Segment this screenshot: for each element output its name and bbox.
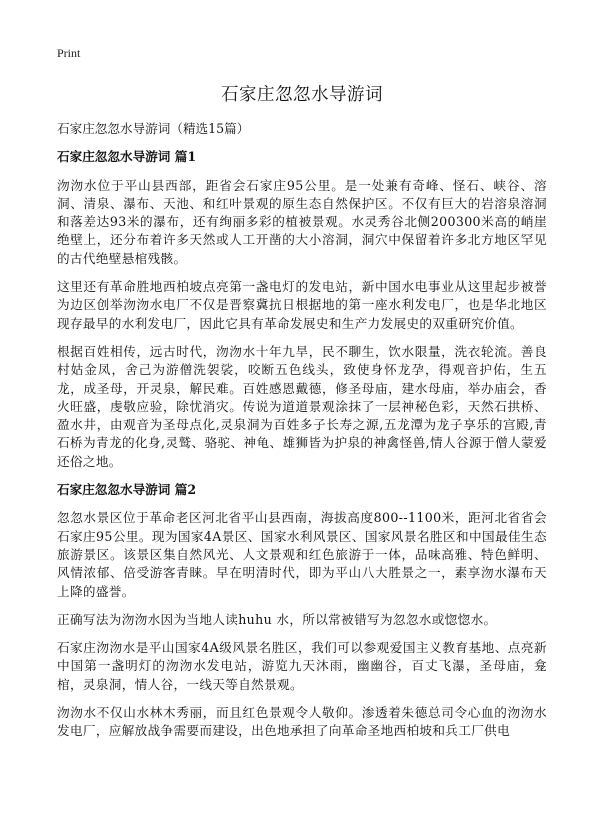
- paragraph: 正确写法为沕沕水因为当地人读huhu 水，所以常被错写为忽忽水或惚惚水。: [57, 611, 497, 627]
- paragraph: 石家庄沕沕水是平山国家4A级风景名胜区，我们可以参观爱国主义教育基地、点亮新中国第一盏明灯的沕沕水发电站，游览九天沐雨，幽幽谷，百丈飞瀑，圣母庙，龛棺，灵泉洞，情人谷，一线天等自然景观。: [57, 640, 547, 692]
- paragraph: 沕沕水不仅山水林木秀丽，而且红色景观令人敬仰。渗透着朱德总司令心血的沕沕水发电厂，应解放战争需要而建设，出色地承担了向革命圣地西柏坡和兵工厂供电: [57, 705, 547, 739]
- page-title: 石家庄忽忽水导游词: [221, 85, 383, 105]
- section-heading-2: 石家庄忽忽水导游词 篇2: [57, 482, 197, 498]
- section-heading-1: 石家庄忽忽水导游词 篇1: [57, 149, 197, 165]
- paragraph: 沕沕水位于平山县西部，距省会石家庄95公里。是一处兼有奇峰、怪石、峡谷、溶洞、清泉、瀑布、天池、和红叶景观的原生态自然保护区。不仅有巨大的岩溶泉溶洞和落差达93米的瀑布，还有绚丽多彩的植被景观。水灵秀谷北侧200300米高的峭崖绝壁上，还分布着许多天然或人工开凿的大小溶洞，洞穴中保留着许多北方地区罕见的古代绝壁悬棺残骸。: [57, 177, 547, 266]
- paragraph: 根据百姓相传，远古时代，沕沕水十年九旱，民不聊生，饮水限量，洗衣轮流。善良村姑金凤，舍己为游僧洗袈裟，咬断五色线头，致使身怀龙孕，得观音护佑，生五龙，成圣母，开灵泉，解民难。百姓感恩戴德，修圣母庙，建水母庙，举办庙会，香火旺盛，虔敬应验，除忧消灾。传说为道道景观涂抹了一层神秘色彩，天然石拱桥、盈水井，由观音为圣母点化,灵泉洞为百姓多子长寿之源,五龙潭为龙子享乐的宫殿,青石桥为青龙的化身,灵鹫、骆驼、神龟、雄狮皆为护泉的神禽怪兽,情人谷源于僧人蒙爱还俗之地。: [57, 343, 547, 469]
- paragraph: 这里还有革命胜地西柏坡点亮第一盏电灯的发电站，新中国水电事业从这里起步被誉为边区创举沕沕水电厂不仅是晋察冀抗日根据地的第一座水利发电厂，也是华北地区现存最早的水利发电厂，因此它具有革命发展史和生产力发展史的双重研究价值。: [57, 279, 547, 331]
- document-body: [57, 120, 547, 751]
- print-link[interactable]: Print: [57, 46, 81, 60]
- paragraph: 忽忽水景区位于革命老区河北省平山县西南，海拔高度800--1100米，距河北省省会石家庄95公里。现为国家4A景区、国家水利风景区、国家风景名胜区和中国最佳生态旅游景区。该景区集自然风光、人文景观和红色旅游于一体，品味高雅、特色鲜明、风情浓郁、倍受游客青睐。早在明清时代，即为平山八大胜景之一，素享沕水瀑布天上降的盛誉。: [57, 510, 547, 599]
- document-subtitle: 石家庄忽忽水导游词（精选15篇）: [57, 121, 250, 136]
